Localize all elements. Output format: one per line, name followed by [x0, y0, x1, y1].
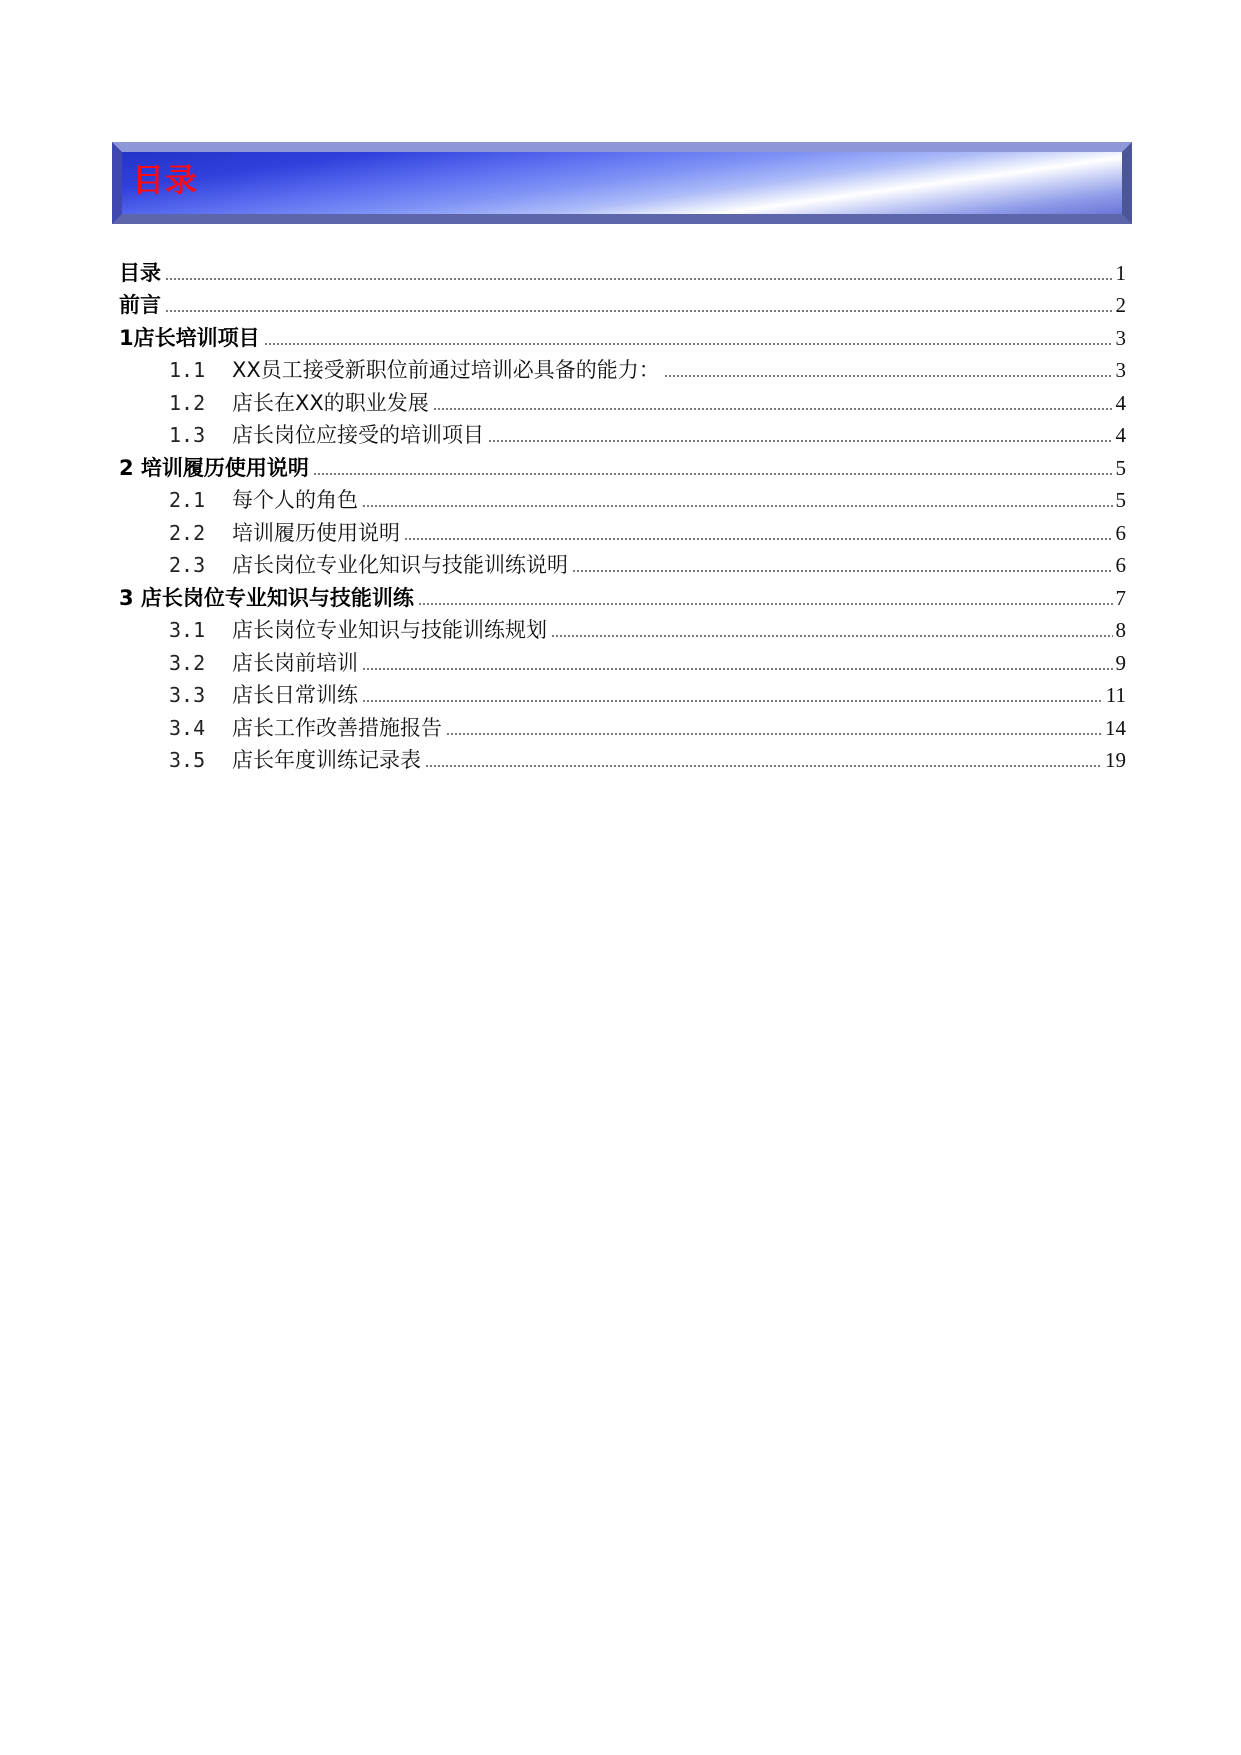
toc-entry[interactable]	[119, 580, 1126, 613]
toc-entry-title: 店长岗位专业知识与技能训练规划	[232, 618, 547, 642]
toc-entry-title: 店长日常训练	[232, 683, 358, 707]
toc-section-number: 2.1	[169, 488, 206, 512]
toc-entry[interactable]	[119, 320, 1126, 353]
dot-leader	[664, 375, 1113, 377]
toc-entry[interactable]	[119, 255, 1126, 288]
dot-leader	[362, 700, 1103, 702]
toc-page-number: 4	[1115, 390, 1126, 415]
toc-entry-title: 店长年度训练记录表	[232, 748, 421, 772]
toc-page-number: 3	[1115, 325, 1126, 350]
toc-page-number: 14	[1105, 715, 1126, 740]
toc-entry[interactable]	[119, 483, 1126, 516]
dot-leader	[425, 765, 1102, 767]
toc-entry[interactable]	[119, 678, 1126, 711]
toc-entry-title: 1店长培训项目	[119, 325, 260, 350]
toc-entry[interactable]	[119, 515, 1126, 548]
toc-page-number: 8	[1115, 618, 1126, 642]
toc-entry[interactable]	[119, 385, 1126, 418]
toc-entry[interactable]	[119, 288, 1126, 321]
toc-page-number: 6	[1115, 520, 1126, 545]
toc-page-number: 5	[1115, 488, 1126, 512]
title-banner	[112, 142, 1132, 224]
toc-page-number: 3	[1115, 358, 1126, 382]
toc-page-number: 2	[1115, 293, 1126, 317]
dot-leader	[488, 440, 1113, 442]
toc-entry[interactable]	[119, 743, 1126, 776]
toc-page-number: 5	[1115, 455, 1126, 480]
toc-entry[interactable]	[119, 645, 1126, 678]
dot-leader	[446, 733, 1102, 735]
toc-section-number: 3.1	[169, 618, 206, 642]
page-title: 目录	[132, 161, 199, 199]
toc-entry[interactable]	[119, 450, 1126, 483]
toc-entry-title: 前言	[119, 293, 161, 317]
dot-leader	[572, 570, 1113, 572]
toc-section-number: 1.1	[169, 358, 206, 382]
toc-page-number: 19	[1105, 748, 1126, 772]
toc-section-number: 3.2	[169, 650, 206, 675]
toc-section-number: 3.5	[169, 748, 206, 772]
dot-leader	[165, 278, 1113, 280]
toc-page-number: 11	[1105, 683, 1126, 707]
toc-section-number: 3.4	[169, 715, 206, 740]
toc-entry-title: 店长岗位专业化知识与技能训练说明	[232, 553, 568, 577]
toc-entry[interactable]	[119, 418, 1126, 451]
toc-page-number: 1	[1115, 260, 1126, 285]
table-of-contents	[119, 255, 1126, 775]
toc-entry-title: 2 培训履历使用说明	[119, 455, 309, 480]
toc-entry[interactable]	[119, 710, 1126, 743]
toc-entry-title: 3 店长岗位专业知识与技能训练	[119, 585, 414, 610]
toc-section-number: 2.3	[169, 553, 206, 577]
toc-section-number: 2.2	[169, 520, 206, 545]
dot-leader	[313, 473, 1113, 475]
toc-entry-title: 目录	[119, 260, 161, 285]
toc-entry[interactable]	[119, 353, 1126, 386]
toc-entry[interactable]	[119, 548, 1126, 581]
toc-page-number: 4	[1115, 423, 1126, 447]
dot-leader	[362, 505, 1113, 507]
toc-section-number: 1.2	[169, 390, 206, 415]
dot-leader	[362, 668, 1113, 670]
toc-section-number: 1.3	[169, 423, 206, 447]
toc-page-number: 6	[1115, 553, 1126, 577]
dot-leader	[404, 538, 1113, 540]
toc-page-number: 7	[1115, 585, 1126, 610]
dot-leader	[165, 310, 1113, 312]
toc-section-number: 3.3	[169, 683, 206, 707]
dot-leader	[551, 635, 1113, 637]
toc-entry-title: 店长岗位应接受的培训项目	[232, 423, 484, 447]
toc-entry[interactable]	[119, 613, 1126, 646]
toc-entry-title: 培训履历使用说明	[232, 520, 400, 545]
dot-leader	[433, 408, 1113, 410]
toc-entry-title: 店长岗前培训	[232, 650, 358, 675]
dot-leader	[264, 343, 1113, 345]
toc-entry-title: XX员工接受新职位前通过培训必具备的能力：	[232, 358, 660, 382]
toc-entry-title: 店长在XX的职业发展	[232, 390, 429, 415]
toc-page-number: 9	[1115, 650, 1126, 675]
dot-leader	[418, 603, 1113, 605]
toc-entry-title: 店长工作改善措施报告	[232, 715, 442, 740]
toc-entry-title: 每个人的角色	[232, 488, 358, 512]
